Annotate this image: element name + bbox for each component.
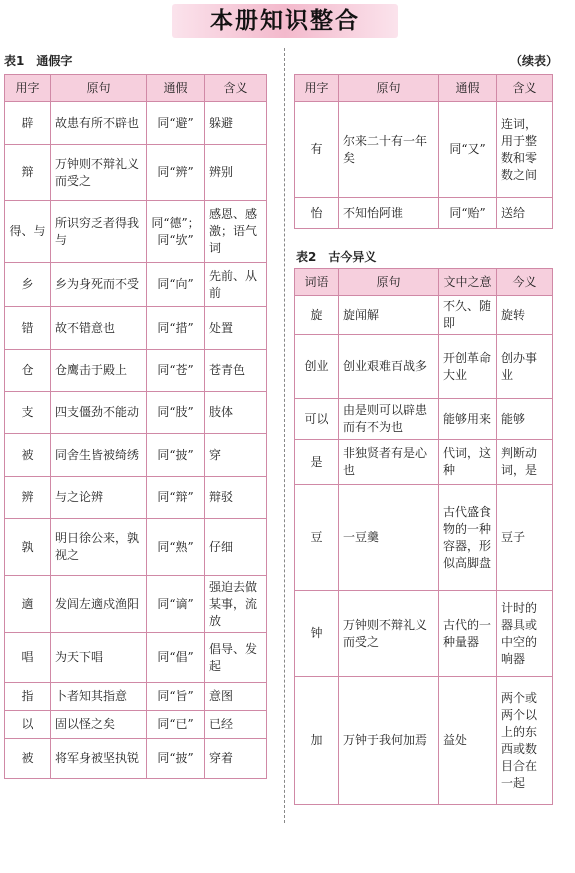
table-cell: 钟 (295, 591, 339, 677)
table-cell: 仓鹰击于殿上 (51, 350, 147, 392)
table-cell: 是 (295, 440, 339, 485)
table-cell: 被 (5, 434, 51, 477)
table-cell: 辨别 (205, 145, 267, 201)
table-cell: 万钟则不辩礼义而受之 (339, 591, 439, 677)
table-cell: 同“熟” (147, 519, 205, 576)
table-cell: 辟 (5, 102, 51, 145)
header-cell: 含义 (497, 75, 553, 102)
table-cell: 旋闻解 (339, 296, 439, 335)
table-cell: 故不错意也 (51, 307, 147, 350)
table-cell: 为天下唱 (51, 633, 147, 683)
table-cell: 错 (5, 307, 51, 350)
table-cell: 同“已” (147, 711, 205, 739)
table-cell: 四支僵劲不能动 (51, 392, 147, 434)
table-cell: 同“谪” (147, 576, 205, 633)
table-row (295, 440, 553, 485)
table-cell: 孰 (5, 519, 51, 576)
table-row (5, 519, 267, 576)
table-row (295, 198, 553, 229)
table-cell: 由是则可以辟患而有不为也 (339, 399, 439, 440)
table-cell: 怡 (295, 198, 339, 229)
header-cell: 用字 (5, 75, 51, 102)
table-row (5, 392, 267, 434)
table-row (5, 633, 267, 683)
table-cell: 豆子 (497, 485, 553, 591)
table-cell: 得、与 (5, 201, 51, 263)
table-cell: 旋 (295, 296, 339, 335)
header-cell: 用字 (295, 75, 339, 102)
table-row (5, 711, 267, 739)
table-cell: 尔来二十有一年矣 (339, 102, 439, 198)
table-cell: 故患有所不辟也 (51, 102, 147, 145)
table-row (5, 350, 267, 392)
table1-caption: 表1 通假字 (4, 54, 73, 68)
table-cell: 唱 (5, 633, 51, 683)
table-cell: 指 (5, 683, 51, 711)
table-cell: 连词，用于整数和零数之间 (497, 102, 553, 198)
table-row (5, 683, 267, 711)
table-row (5, 201, 267, 263)
table-cell: 明日徐公来，孰视之 (51, 519, 147, 576)
table-cell: 与之论辨 (51, 477, 147, 519)
table-row (5, 307, 267, 350)
table-tongjiazi-continued (294, 74, 553, 229)
header-cell: 原句 (339, 75, 439, 102)
table-cell: 已经 (205, 711, 267, 739)
table-header-row (295, 269, 553, 296)
table-row (295, 677, 553, 805)
table2-caption: 表2 古今异义 (296, 250, 377, 264)
table-cell: 意图 (205, 683, 267, 711)
header-cell: 文中之意 (439, 269, 497, 296)
table-cell: 辩 (5, 145, 51, 201)
table-cell: 两个或两个以上的东西或数目合在一起 (497, 677, 553, 805)
table-row (5, 263, 267, 307)
table-cell: 倡导、发起 (205, 633, 267, 683)
table-row (295, 335, 553, 399)
table-cell: 同“旨” (147, 683, 205, 711)
table-cell: 发闾左適戍渔阳 (51, 576, 147, 633)
table-row (295, 102, 553, 198)
table-cell: 同“苍” (147, 350, 205, 392)
table-cell: 能够用来 (439, 399, 497, 440)
page-title: 本册知识整合 (210, 8, 360, 34)
table-gujinyiyi (294, 268, 553, 805)
header-cell: 原句 (51, 75, 147, 102)
table-cell: 强迫去做某事，流放 (205, 576, 267, 633)
table-cell: 先前、从前 (205, 263, 267, 307)
table-cell: 同“披” (147, 434, 205, 477)
table-cell: 豆 (295, 485, 339, 591)
table-row (5, 576, 267, 633)
table-cell: 乡 (5, 263, 51, 307)
table-cell: 旋转 (497, 296, 553, 335)
table-cell: 以 (5, 711, 51, 739)
table-cell: 固以怪之矣 (51, 711, 147, 739)
table-cell: 同“措” (147, 307, 205, 350)
table-cell: 一豆羹 (339, 485, 439, 591)
table-cell: 同“贻” (439, 198, 497, 229)
table-cell: 肢体 (205, 392, 267, 434)
header-cell: 通假 (439, 75, 497, 102)
table-cell: 将军身被坚执锐 (51, 739, 147, 779)
table-cell: 代词，这种 (439, 440, 497, 485)
table-cell: 穿 (205, 434, 267, 477)
table-cell: 送给 (497, 198, 553, 229)
table-header-row (295, 75, 553, 102)
table-cell: 穿着 (205, 739, 267, 779)
table-cell: 能够 (497, 399, 553, 440)
table-cell: 所识穷乏者得我与 (51, 201, 147, 263)
table-cell: 苍青色 (205, 350, 267, 392)
table-cell: 创业 (295, 335, 339, 399)
table-cell: 不久、随即 (439, 296, 497, 335)
table-cell: 乡为身死而不受 (51, 263, 147, 307)
header-cell: 含义 (205, 75, 267, 102)
header-cell: 词语 (295, 269, 339, 296)
table-cell: 同“肢” (147, 392, 205, 434)
table-row (5, 739, 267, 779)
continued-label: （续表） (510, 54, 559, 68)
table-cell: 辨 (5, 477, 51, 519)
table-cell: 可以 (295, 399, 339, 440)
table-cell: 卜者知其指意 (51, 683, 147, 711)
table-cell: 不知怡阿谁 (339, 198, 439, 229)
table-cell: 支 (5, 392, 51, 434)
table-cell: 加 (295, 677, 339, 805)
table-cell: 同“披” (147, 739, 205, 779)
table-cell: 同舍生皆被绮绣 (51, 434, 147, 477)
column-divider (284, 48, 285, 823)
table-cell: 万钟则不辩礼义而受之 (51, 145, 147, 201)
table-cell: 同“向” (147, 263, 205, 307)
header-cell: 原句 (339, 269, 439, 296)
table-cell: 同“避” (147, 102, 205, 145)
table-row (295, 399, 553, 440)
table-cell: 益处 (439, 677, 497, 805)
table-cell: 非独贤者有是心也 (339, 440, 439, 485)
table-cell: 感恩、感激；语气词 (205, 201, 267, 263)
table-cell: 同“辨” (147, 145, 205, 201)
table-cell: 古代盛食物的一种容器，形似高脚盘 (439, 485, 497, 591)
table-row (5, 477, 267, 519)
header-cell: 今义 (497, 269, 553, 296)
table-row (5, 102, 267, 145)
table-cell: 同“德”；同“欤” (147, 201, 205, 263)
table-cell: 万钟于我何加焉 (339, 677, 439, 805)
table-cell: 有 (295, 102, 339, 198)
table-cell: 开创革命大业 (439, 335, 497, 399)
table-cell: 仓 (5, 350, 51, 392)
table-cell: 被 (5, 739, 51, 779)
table-row (295, 591, 553, 677)
table-row (295, 296, 553, 335)
table-cell: 同“倡” (147, 633, 205, 683)
table-cell: 同“辩” (147, 477, 205, 519)
table-cell: 判断动词，是 (497, 440, 553, 485)
table-tongjiazi (4, 74, 267, 779)
table-cell: 同“又” (439, 102, 497, 198)
table-cell: 创办事业 (497, 335, 553, 399)
table-cell: 创业艰难百战多 (339, 335, 439, 399)
table-cell: 仔细 (205, 519, 267, 576)
table-cell: 古代的一种量器 (439, 591, 497, 677)
table-cell: 辩驳 (205, 477, 267, 519)
table-row (5, 434, 267, 477)
header-cell: 通假 (147, 75, 205, 102)
table-row (5, 145, 267, 201)
table-row (295, 485, 553, 591)
table-cell: 处置 (205, 307, 267, 350)
table-cell: 躲避 (205, 102, 267, 145)
title-banner (172, 4, 398, 38)
table-cell: 计时的器具或中空的响器 (497, 591, 553, 677)
table-header-row (5, 75, 267, 102)
table-cell: 適 (5, 576, 51, 633)
